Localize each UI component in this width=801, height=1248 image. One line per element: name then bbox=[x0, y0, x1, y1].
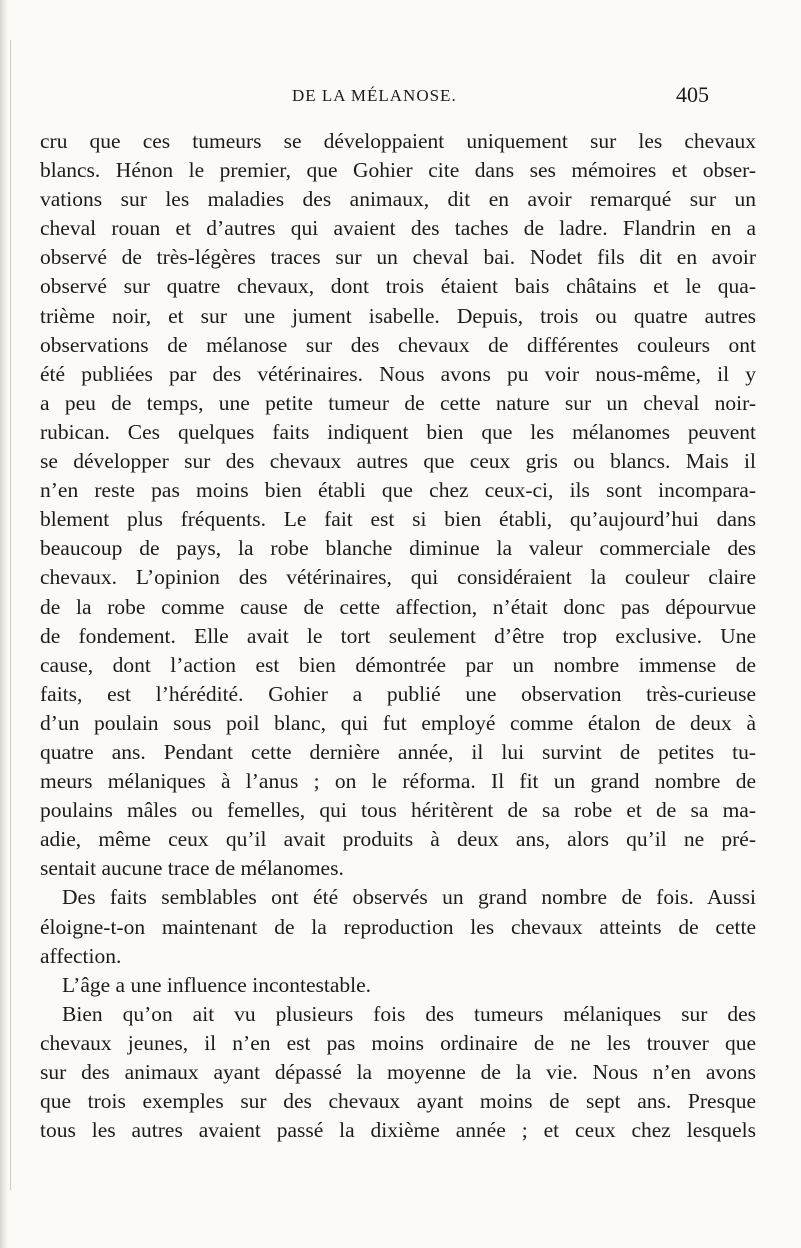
text-line: que trois exemples sur des chevaux ayant moins de sept ans. Presque bbox=[40, 1089, 756, 1114]
text-line: Bien qu’on ait vu plusieurs fois des tumeurs mélaniques sur des bbox=[62, 1001, 756, 1026]
text-line: vations sur les maladies des animaux, dit en avoir remarqué sur un bbox=[40, 187, 756, 212]
text-line: d’un poulain sous poil blanc, qui fut employé comme étalon de deux à bbox=[40, 710, 756, 735]
text-line: cheval rouan et d’autres qui avaient des taches de ladre. Flandrin en a bbox=[40, 216, 756, 241]
text-line: éloigne-t-on maintenant de la reproduction les chevaux atteints de cette bbox=[40, 914, 756, 939]
text-line: chevaux. L’opinion des vétérinaires, qui considéraient la couleur claire bbox=[40, 565, 756, 590]
text-line: se développer sur des chevaux autres que ceux gris ou blancs. Mais il bbox=[40, 449, 756, 474]
text-line: été publiées par des vétérinaires. Nous avons pu voir nous-même, il y bbox=[40, 361, 756, 386]
text-line: de la robe comme cause de cette affection, n’était donc pas dépourvue bbox=[40, 594, 756, 619]
text-line: observations de mélanose sur des chevaux de différentes couleurs ont bbox=[40, 332, 756, 357]
text-line: observé de très-légères traces sur un cheval bai. Nodet fils dit en avoir bbox=[40, 245, 756, 270]
text-line: sur des animaux ayant dépassé la moyenne de la vie. Nous n’en avons bbox=[40, 1060, 756, 1084]
text-line: sentait aucune trace de mélanomes. bbox=[40, 856, 344, 881]
text-line: poulains mâles ou femelles, qui tous héritèrent de sa robe et de sa ma- bbox=[40, 798, 756, 823]
text-line: chevaux jeunes, il n’en est pas moins ordinaire de ne les trouver que bbox=[40, 1030, 756, 1055]
text-line: beaucoup de pays, la robe blanche diminue la valeur commerciale des bbox=[40, 536, 756, 561]
text-line: meurs mélaniques à l’anus ; on le réforma. Il fit un grand nombre de bbox=[40, 769, 756, 794]
text-line: tous les autres avaient passé la dixième année ; et ceux chez lesquels bbox=[40, 1118, 756, 1143]
text-line: cru que ces tumeurs se développaient uniquement sur les chevaux bbox=[40, 129, 756, 153]
text-line: rubican. Ces quelques faits indiquent bien que les mélanomes peuvent bbox=[40, 419, 756, 444]
text-line: cause, dont l’action est bien démontrée par un nombre immense de bbox=[40, 652, 756, 677]
body-text bbox=[40, 127, 756, 1145]
page-left-edge-shadow bbox=[0, 0, 8, 1248]
text-line: trième noir, et sur une jument isabelle. Depuis, trois ou quatre autres bbox=[40, 303, 756, 328]
text-line: n’en reste pas moins bien établi que chez ceux-ci, ils sont incompara- bbox=[40, 478, 756, 503]
gutter-line bbox=[10, 40, 11, 1190]
running-head: DE LA MÉLANOSE. bbox=[292, 86, 457, 105]
text-line: a peu de temps, une petite tumeur de cette nature sur un cheval noir- bbox=[40, 390, 756, 415]
text-line: blancs. Hénon le premier, que Gohier cite dans ses mémoires et obser- bbox=[40, 158, 756, 183]
text-line: faits, est l’hérédité. Gohier a publié une observation très-curieuse bbox=[40, 681, 756, 706]
text-line: de fondement. Elle avait le tort seulement d’être trop exclusive. Une bbox=[40, 623, 756, 648]
text-line: observé sur quatre chevaux, dont trois étaient bais châtains et le qua- bbox=[40, 274, 756, 299]
text-line: quatre ans. Pendant cette dernière année, il lui survint de petites tu- bbox=[40, 739, 756, 764]
text-line: Des faits semblables ont été observés un grand nombre de fois. Aussi bbox=[62, 885, 756, 910]
page-number: 405 bbox=[676, 82, 709, 107]
text-line: adie, même ceux qu’il avait produits à deux ans, alors qu’il ne pré- bbox=[40, 827, 756, 852]
text-line: L’âge a une influence incontestable. bbox=[62, 972, 372, 997]
text-line: blement plus fréquents. Le fait est si bien établi, qu’aujourd’hui dans bbox=[40, 507, 756, 532]
text-line: affection. bbox=[40, 943, 122, 968]
